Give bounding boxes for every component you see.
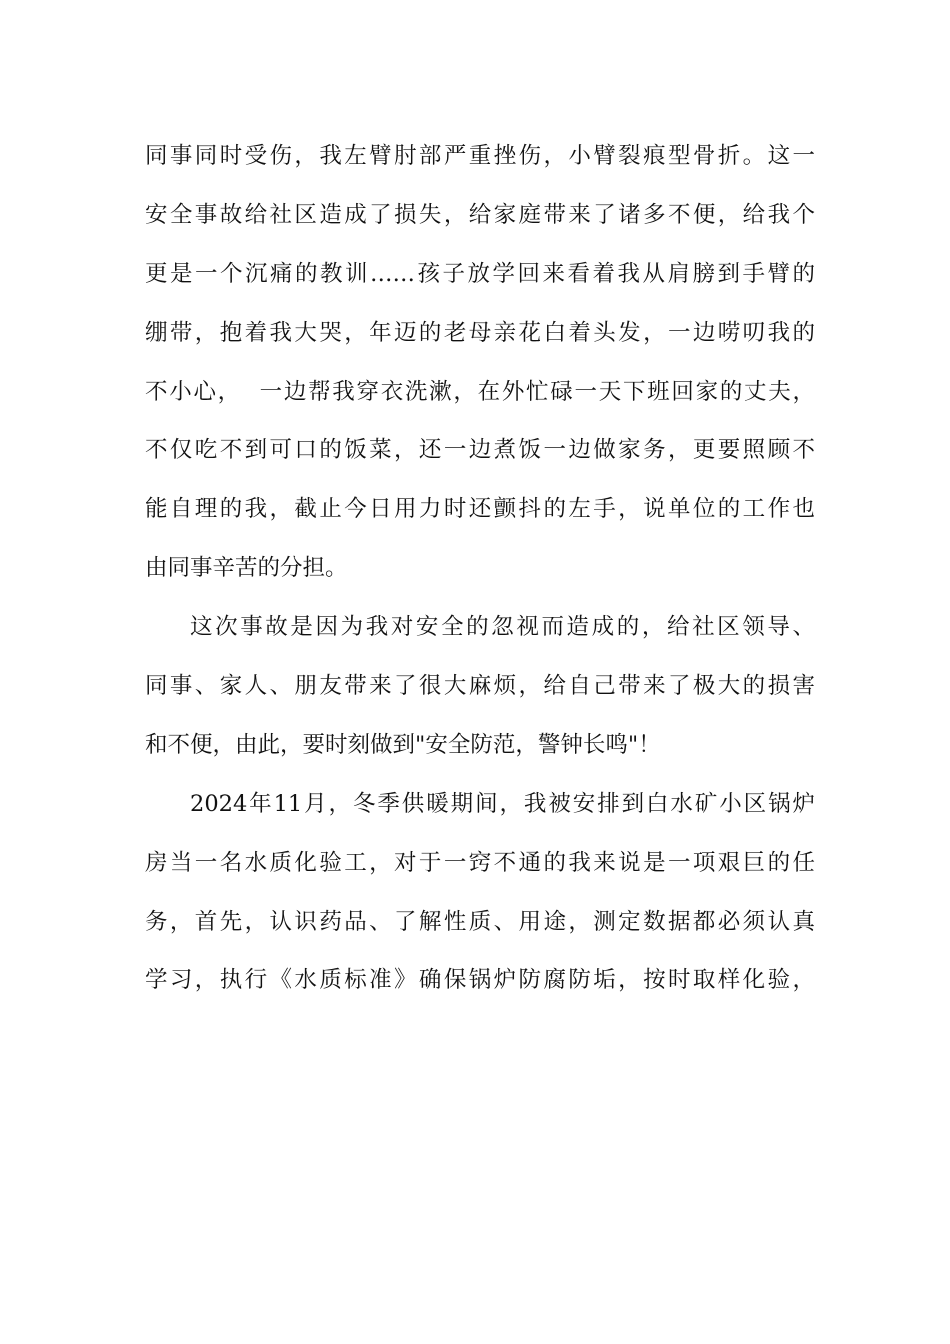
text-line: 同事、家人、朋友带来了很大麻烦，给自己带来了极大的损害 — [145, 673, 815, 700]
text-line: 安全事故给社区造成了损失，给家庭带来了诸多不便，给我个 — [145, 201, 815, 228]
text-line: 由同事辛苦的分担。 — [145, 555, 348, 582]
text-line: 房当一名水质化验工，对于一窍不通的我来说是一项艰巨的任 — [145, 849, 815, 876]
text-line: 不仅吃不到可口的饭菜，还一边煮饭一边做家务，更要照顾不 — [145, 437, 815, 464]
paragraph-3 — [145, 775, 815, 1011]
paragraph-2 — [145, 598, 815, 775]
paragraph-1 — [145, 127, 815, 598]
text-line: 学习，执行《水质标准》确保锅炉防腐防垢，按时取样化验， — [145, 967, 815, 994]
text-line: 能自理的我，截止今日用力时还颤抖的左手，说单位的工作也 — [145, 496, 815, 523]
text-line: 务，首先，认识药品、了解性质、用途，测定数据都必须认真 — [145, 908, 815, 935]
text-line: 更是一个沉痛的教训……孩子放学回来看着我从肩膀到手臂的 — [145, 260, 815, 287]
text-line: 同事同时受伤，我左臂肘部严重挫伤，小臂裂痕型骨折。这一 — [145, 143, 815, 169]
text-line: 这次事故是因为我对安全的忽视而造成的，给社区领导、 — [190, 614, 815, 641]
text-line: 和不便，由此，要时刻做到"安全防范，警钟长鸣"！ — [145, 731, 661, 758]
document-body — [145, 127, 815, 1010]
text-line: 2024年11月，冬季供暖期间，我被安排到白水矿小区锅炉 — [190, 790, 815, 817]
text-line: 绷带，抱着我大哭，年迈的老母亲花白着头发，一边唠叨我的 — [145, 319, 815, 346]
text-line: 不小心， 一边帮我穿衣洗漱，在外忙碌一天下班回家的丈夫， — [145, 378, 815, 405]
